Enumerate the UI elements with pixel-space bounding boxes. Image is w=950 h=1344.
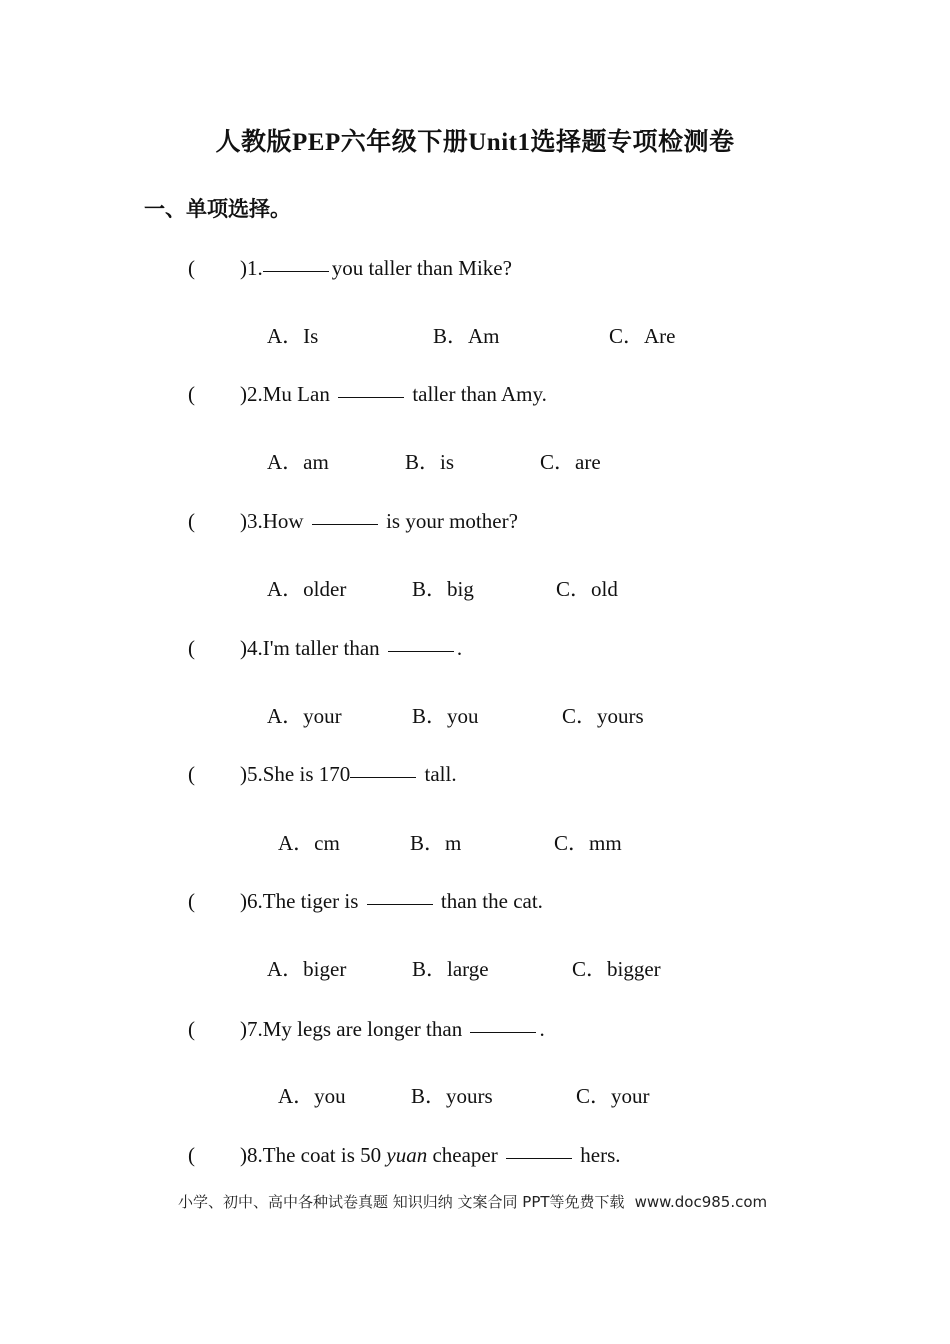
option-b: B．Am — [433, 324, 500, 348]
section-heading: 一、单项选择。 — [144, 197, 291, 221]
question-text-start: She is 170 — [262, 762, 351, 786]
question-text: you taller than Mike? — [331, 256, 512, 280]
question-text-start: The coat is 50 — [262, 1143, 387, 1167]
question-number: )1. — [240, 256, 263, 280]
option-b: B．large — [412, 957, 489, 981]
option-a: A．older — [267, 577, 347, 601]
question-text: . — [456, 636, 463, 660]
question-number: )7. — [240, 1017, 263, 1041]
question-number: )5. — [240, 762, 263, 786]
option-a: A．Is — [267, 324, 319, 348]
answer-blank — [312, 523, 378, 525]
question-text-start: The tiger is — [262, 889, 364, 913]
answer-paren[interactable]: ( — [188, 889, 195, 913]
option-c: C．your — [576, 1084, 650, 1108]
footer-url[interactable]: www.doc985.com — [634, 1193, 768, 1211]
answer-paren[interactable]: ( — [188, 1017, 195, 1041]
answer-paren[interactable]: ( — [188, 636, 195, 660]
question-text-start: I'm taller than — [262, 636, 385, 660]
question-5 — [188, 762, 457, 787]
answer-blank — [350, 776, 416, 778]
question-text-start: My legs are longer than — [262, 1017, 468, 1041]
answer-blank — [263, 270, 329, 272]
question-6 — [188, 889, 543, 914]
option-b: B．you — [412, 704, 479, 728]
question-2 — [188, 382, 547, 407]
option-c: C．yours — [562, 704, 644, 728]
answer-blank — [506, 1157, 572, 1159]
question-4 — [188, 636, 462, 661]
answer-paren[interactable]: ( — [188, 509, 195, 533]
question-number: )6. — [240, 889, 263, 913]
answer-blank — [367, 903, 433, 905]
option-a: A．cm — [278, 831, 340, 855]
question-text: is your mother? — [380, 509, 518, 533]
option-c: C．Are — [609, 324, 676, 348]
question-text-middle: cheaper — [427, 1143, 503, 1167]
option-c: C．are — [540, 450, 601, 474]
question-text-italic: yuan — [386, 1143, 428, 1167]
question-text: . — [539, 1017, 545, 1041]
answer-blank — [470, 1031, 536, 1033]
option-b: B．m — [410, 831, 462, 855]
question-text-start: How — [262, 509, 309, 533]
option-a: A．you — [278, 1084, 346, 1108]
page-title: 人教版PEP六年级下册Unit1选择题专项检测卷 — [215, 129, 735, 156]
question-number: )4. — [240, 636, 263, 660]
question-text: hers. — [575, 1143, 621, 1167]
option-c: C．mm — [554, 831, 622, 855]
question-number: )2. — [240, 382, 263, 406]
footer-text: 小学、初中、高中各种试卷真题 知识归纳 文案合同 PPT等免费下载 — [178, 1193, 625, 1211]
answer-paren[interactable]: ( — [188, 1143, 195, 1167]
answer-paren[interactable]: ( — [188, 762, 195, 786]
question-number: )3. — [240, 509, 263, 533]
question-1 — [188, 256, 512, 281]
option-a: A．am — [267, 450, 329, 474]
option-b: B．is — [405, 450, 455, 474]
answer-paren[interactable]: ( — [188, 382, 195, 406]
option-a: A．your — [267, 704, 342, 728]
question-8 — [188, 1143, 621, 1168]
question-3 — [188, 509, 518, 534]
option-c: C．old — [556, 577, 618, 601]
footer — [178, 1191, 767, 1212]
option-b: B．yours — [411, 1084, 493, 1108]
answer-blank — [388, 650, 454, 652]
option-c: C．bigger — [572, 957, 661, 981]
question-text: than the cat. — [435, 889, 543, 913]
answer-blank — [338, 396, 404, 398]
option-b: B．big — [412, 577, 474, 601]
question-text-start: Mu Lan — [262, 382, 336, 406]
question-7 — [188, 1017, 545, 1042]
question-number: )8. — [240, 1143, 263, 1167]
answer-paren[interactable]: ( — [188, 256, 195, 280]
question-text: taller than Amy. — [407, 382, 547, 406]
question-text: tall. — [419, 762, 457, 786]
option-a: A．biger — [267, 957, 347, 981]
